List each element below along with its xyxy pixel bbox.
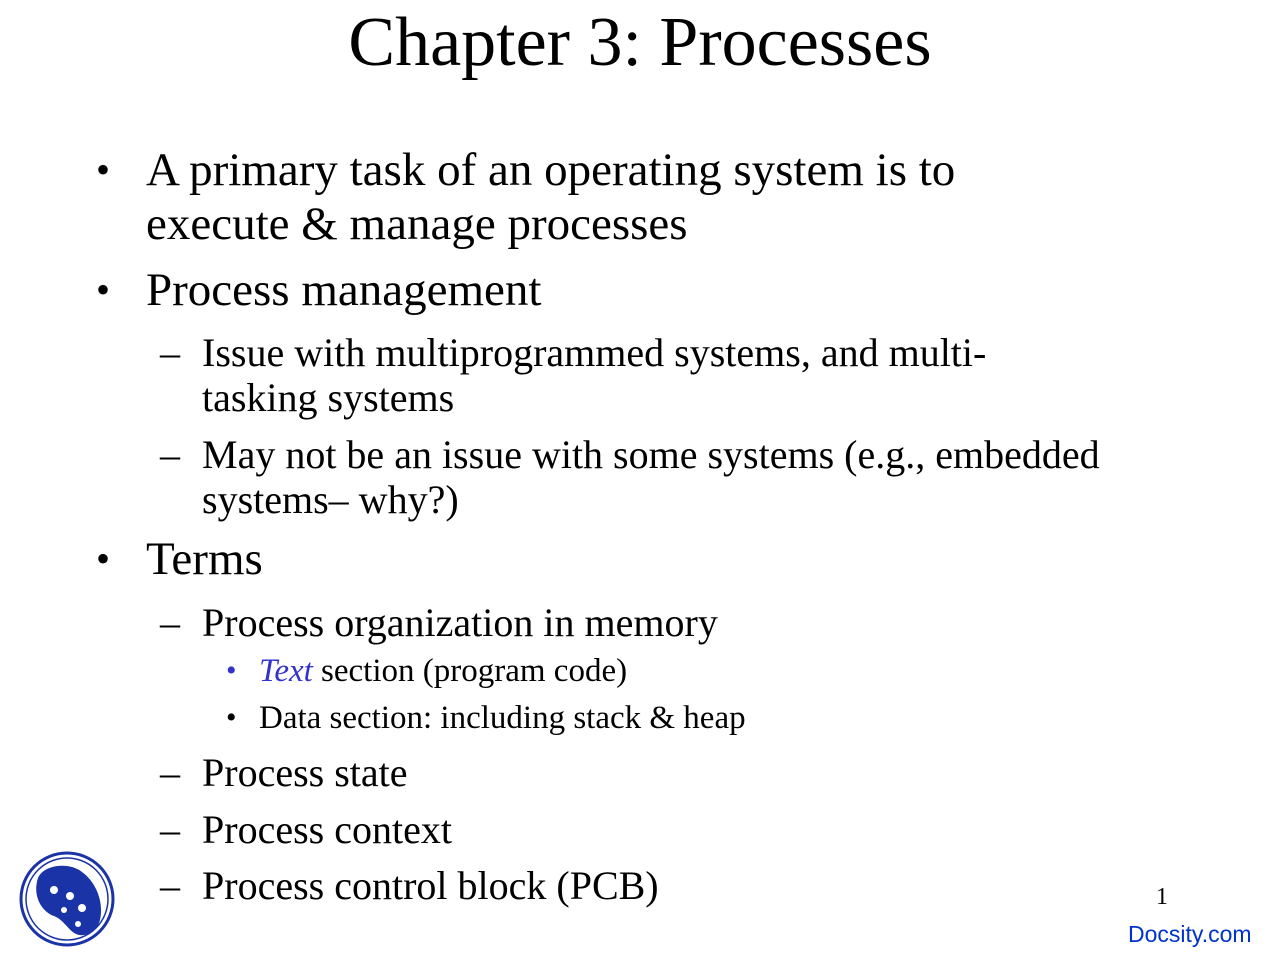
- bullet-marker: •: [96, 147, 111, 192]
- subsub-data-section: Data section: including stack & heap: [259, 700, 746, 736]
- bullet-marker: •: [96, 267, 111, 312]
- sub-not-an-issue-line1: May not be an issue with some systems (e.g., embedded: [202, 432, 1100, 477]
- bullet-primary-task-line1: A primary task of an operating system is to: [146, 144, 956, 196]
- bullet-marker: •: [96, 536, 111, 581]
- university-logo-icon: [18, 850, 116, 948]
- dash-marker: –: [160, 807, 180, 852]
- subsub-text-section: [259, 653, 627, 690]
- dash-marker: –: [160, 330, 180, 375]
- sub-bullet-marker: •: [226, 654, 237, 687]
- sub-memory-organization: Process organization in memory: [202, 600, 718, 645]
- sub-process-context: Process context: [202, 807, 452, 852]
- slide-title: Chapter 3: Processes: [348, 4, 932, 81]
- sub-pcb: Process control block (PCB): [202, 863, 659, 908]
- sub-bullet-marker: •: [226, 701, 237, 734]
- text-section-rest: section (program code): [312, 653, 628, 689]
- sub-not-an-issue-line2: systems– why?): [202, 477, 459, 522]
- sub-issue-multiprogrammed-line1: Issue with multiprogrammed systems, and multi-: [202, 330, 987, 375]
- text-term: Text: [259, 653, 313, 689]
- sub-process-state: Process state: [202, 750, 408, 795]
- dash-marker: –: [160, 863, 180, 908]
- bullet-process-management: Process management: [146, 264, 542, 316]
- watermark-link[interactable]: Docsity.com: [1128, 921, 1252, 947]
- dash-marker: –: [160, 600, 180, 645]
- bullet-terms: Terms: [146, 533, 263, 585]
- dash-marker: –: [160, 750, 180, 795]
- bullet-primary-task-line2: execute & manage processes: [146, 198, 688, 250]
- dash-marker: –: [160, 432, 180, 477]
- page-number: 1: [1156, 884, 1168, 910]
- sub-issue-multiprogrammed-line2: tasking systems: [202, 375, 455, 420]
